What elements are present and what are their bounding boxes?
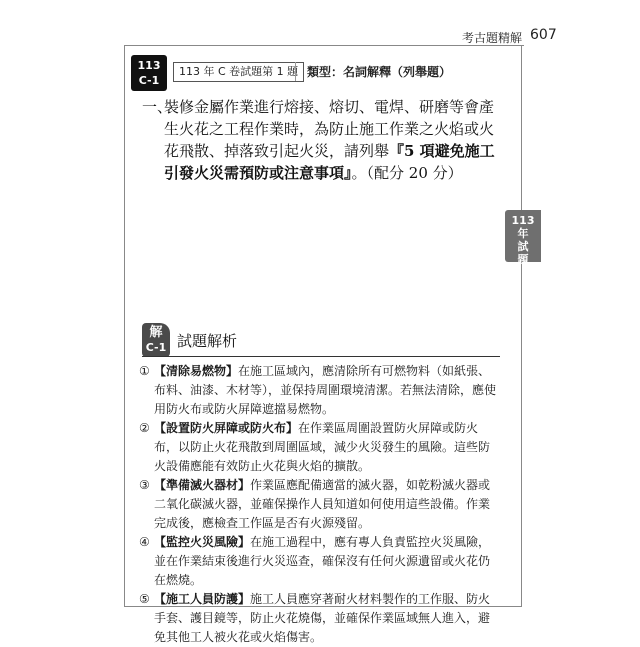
answer-heading: 【監控火災風險】 bbox=[154, 535, 251, 549]
question-emphasis: 『5 項避免施工引發火災需預防或注意事項』 bbox=[164, 142, 495, 182]
answer-text: 在施工過程中，應有專人負責監控火災風險，並在作業結束後進行火災巡查，確保沒有任何火源遺留或火花仍在燃燒。 bbox=[154, 535, 491, 587]
answer-text: 在作業區周圍設置防火屏障或防火布，以防止火花飛散到周圍區域，減少火災發生的風險。這些防火設備應能有效防止火花與火焰的擴散。 bbox=[154, 421, 491, 473]
answer-text: 在施工區域內，應清除所有可燃物料（如紙張、布料、油漆、木材等），並保持周圍環境清潔。若無法清除，應使用防火布或防火屏障遮擋易燃物。 bbox=[154, 364, 497, 416]
question-type-label: 類型：名詞解釋（列舉題） bbox=[307, 65, 452, 79]
exam-source-label: 113 年 C 卷試題第 1 題 bbox=[173, 62, 304, 82]
answer-heading: 【準備滅火器材】 bbox=[154, 478, 251, 492]
answer-badge-code: C-1 bbox=[145, 341, 167, 354]
answer-divider bbox=[142, 356, 500, 357]
answer-number: ④ bbox=[139, 535, 150, 549]
question-text: 裝修金屬作業進行熔接、熔切、電焊、研磨等會產生火花之工程作業時，為防止施工作業之火焰或火花飛散、掉落致引起火災，請列舉 bbox=[164, 98, 495, 160]
label-divider bbox=[295, 62, 296, 81]
answer-item bbox=[139, 362, 501, 419]
question-body bbox=[164, 96, 498, 184]
answer-text: 施工人員應穿著耐火材料製作的工作服、防火手套、護目鏡等，防止火花燒傷，並確保作業區域無人進入，避免其他工人被火花或火焰傷害。 bbox=[154, 592, 491, 644]
question-marker: 一、 bbox=[142, 98, 173, 116]
answer-number: ② bbox=[139, 421, 150, 435]
answer-heading: 【清除易燃物】 bbox=[154, 364, 239, 378]
answer-badge-char: 解 bbox=[149, 325, 163, 340]
question-text-block bbox=[142, 96, 498, 184]
answer-heading: 【施工人員防護】 bbox=[154, 592, 251, 606]
answer-number: ③ bbox=[139, 478, 150, 492]
answer-item bbox=[139, 590, 501, 647]
answer-section-title: 試題解析 bbox=[177, 332, 238, 350]
side-tab-char-3: 題 bbox=[517, 253, 529, 266]
answer-item bbox=[139, 419, 501, 476]
answer-text: 作業區應配備適當的滅火器，如乾粉滅火器或二氧化碳滅火器，並確保操作人員知道如何使用這些設備。作業完成後，應檢查工作區是否有火源殘留。 bbox=[154, 478, 491, 530]
side-tab-year: 113 bbox=[511, 214, 535, 227]
side-section-tab bbox=[505, 210, 541, 266]
answer-item bbox=[139, 533, 501, 590]
running-header-title: 考古題精解 bbox=[461, 31, 522, 45]
side-tab-char-2: 試 bbox=[517, 240, 529, 253]
answer-heading: 【設置防火屏障或防火布】 bbox=[154, 421, 299, 435]
answer-badge bbox=[142, 323, 170, 357]
question-badge-code: C-1 bbox=[138, 74, 160, 87]
page-number: 607 bbox=[530, 27, 557, 43]
question-score: 。（配分 20 分） bbox=[351, 164, 463, 182]
question-badge-year: 113 bbox=[137, 59, 161, 72]
question-badge bbox=[131, 55, 167, 91]
answer-number: ⑤ bbox=[139, 592, 150, 606]
answer-list bbox=[139, 362, 501, 647]
answer-item bbox=[139, 476, 501, 533]
answer-number: ① bbox=[139, 364, 150, 378]
side-tab-char-1: 年 bbox=[517, 227, 529, 240]
